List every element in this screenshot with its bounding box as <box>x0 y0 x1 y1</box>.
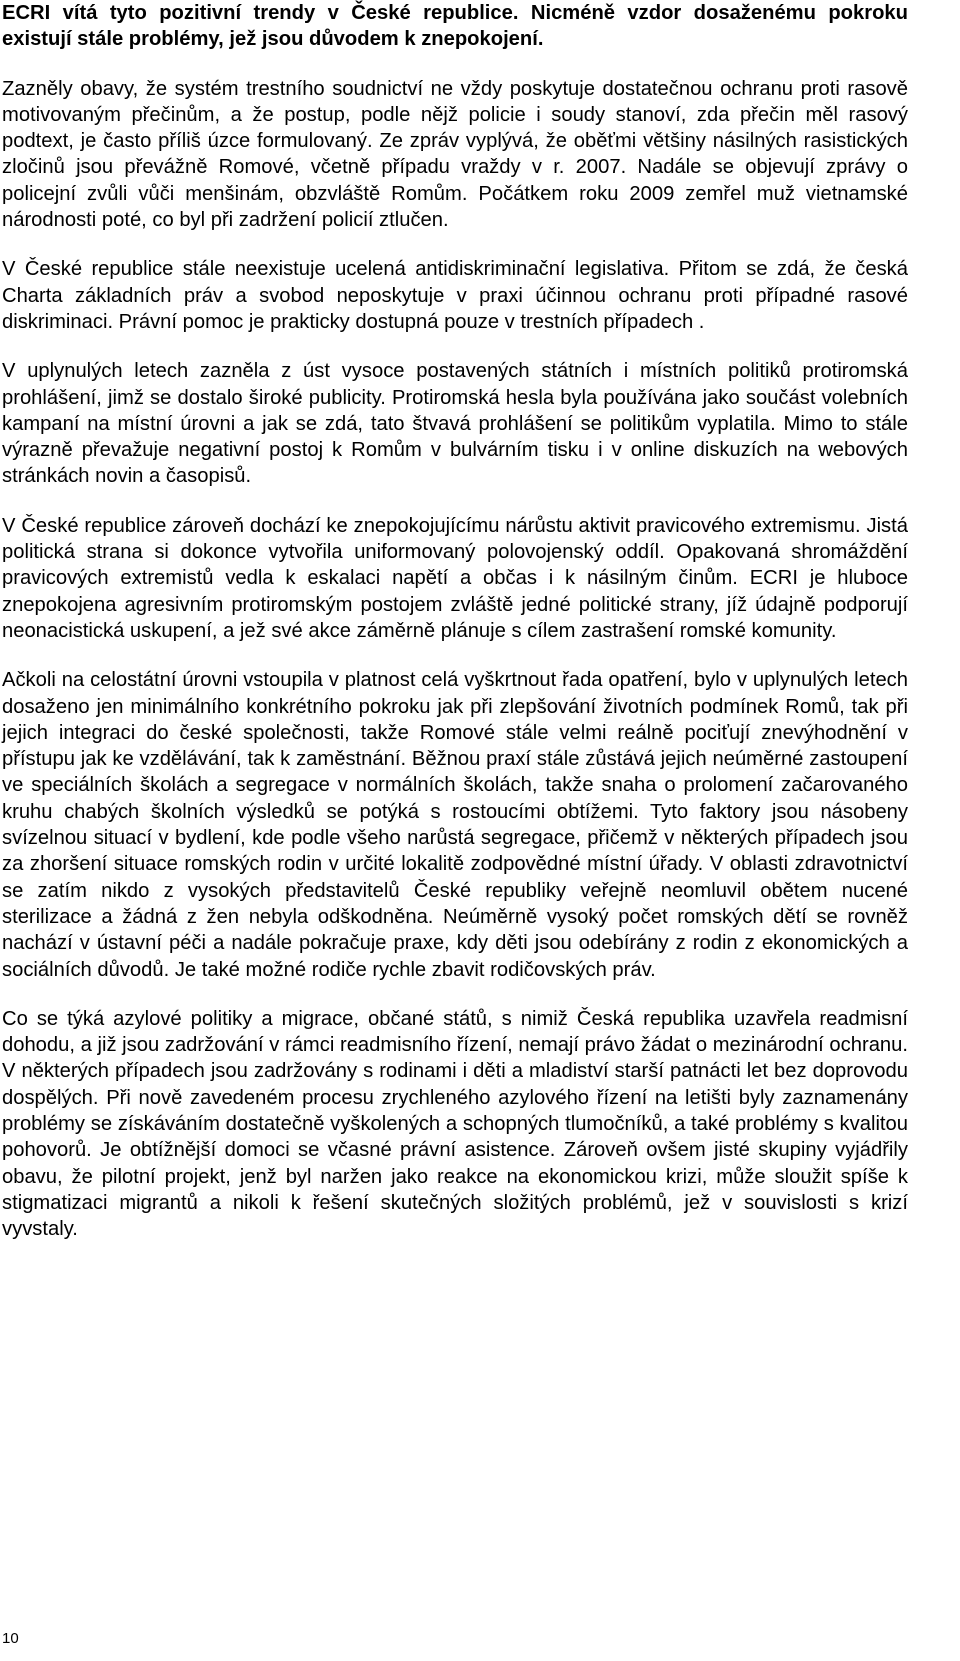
paragraph-criminal-justice: Zazněly obavy, že systém trestního soudnictví ne vždy poskytuje dostatečnou ochranu proti rasově motivovaným přečinům, a že postup, podle nějž policie i soudy stanoví, zda přečin měl rasový podtext, je často příliš úzce formulovaný. Ze zpráv vyplývá, že oběťmi většiny násilných rasistických zločinů jsou převážně Romové, včetně případu vraždy v r. 2007. Nadále se objevují zprávy o policejní zvůli vůči menšinám, obzvláště Romům. Počátkem roku 2009 zemřel muž vietnamské národnosti poté, co byl při zadržení policií ztlučen. <box>2 77 908 232</box>
paragraph-extremism: V České republice zároveň dochází ke znepokojujícímu nárůstu aktivit pravicového extremismu. Jistá politická strana si dokonce vytvořila uniformovaný polovojenský oddíl. Opakovaná shromáždění pravicových extremistů vedla k eskalaci napětí a občas i k násilným činům. ECRI je hluboce znepokojena agresivním protiromským postojem zvláště jedné politické strany, jíž údajně podporují neonacistická uskupení, a jež své akce záměrně plánuje s cílem zastrašení romské komunity. <box>2 514 908 642</box>
paragraph-political-discourse: V uplynulých letech zazněla z úst vysoce postavených státních i místních politiků protiromská prohlášení, jimž se dostalo široké publicity. Protiromská hesla byla používána jako součást volebních kampaní na místní úrovni a jak se zdá, tato štvavá prohlášení se politikům vyplatila. Mimo to stále výrazně převažuje negativní postoj k Romům v bulvárním tisku i v online diskuzích na webových stránkách novin a časopisů. <box>2 360 908 488</box>
paragraph-legislation: V České republice stále neexistuje ucelená antidiskriminační legislativa. Přitom se zdá, že česká Charta základních práv a svobod neposkytuje v praxi účinnou ochranu proti případné rasové diskriminaci. Právní pomoc je prakticky dostupná pouze v trestních případech . <box>2 258 908 333</box>
paragraph-asylum-migration: Co se týká azylové politiky a migrace, občané států, s nimiž Česká republika uzavřela readmisní dohodu, a již jsou zadržování v rámci readmisního řízení, nemají právo žádat o mezinárodní ochranu. V některých případech jsou zadržovány s rodinami i děti a mladiství starší patnácti let bez doprovodu dospělých. Při nově zavedeném procesu zrychleného azylového řízení na letišti byly zaznamenány problémy se získáváním dostatečně vyškolených a schopných tlumočníků, a také problémy s kvalitou pohovorů. Je obtížnější domoci se včasné právní asistence. Zároveň ovšem jisté skupiny vyjádřily obavu, že pilotní projekt, jenž byl naržen jako reakce na ekonomickou krizi, může sloužit spíše k stigmatizaci migrantů a nikoli k řešení skutečných složitých problémů, jež v souvislosti s krizí vyvstaly. <box>2 1007 908 1241</box>
document-page <box>2 0 908 1265</box>
page-number: 10 <box>2 1630 19 1647</box>
paragraph-roma-integration: Ačkoli na celostátní úrovni vstoupila v platnost celá vyškrtnout řada opatření, bylo v uplynulých letech dosaženo jen minimálního konkrétního pokroku jak při zlepšování životních podmínek Romů, tak při jejich integraci do české společnosti, takže Romové stále velmi reálně pociťují znevýhodnění v přístupu jak ke vzdělávání, tak k zaměstnání. Běžnou praxí stále zůstává jejich neúměrné zastoupení ve speciálních školách a segregace v normálních školách, takže snaha o prolomení začarovaného kruhu chabých školních výsledků se potýká s rostoucími obtížemi. Tyto faktory jsou násobeny svízelnou situací v bydlení, kde podle všeho narůstá segregace, přičemž v některých případech jsou za zhoršení situace romských rodin v určité lokalitě zodpovědné místní úřady. V oblasti zdravotnictví se zatím nikdo z vysokých představitelů České republiky veřejně neomluvil obětem nucené sterilizace a žádná z žen nebyla odškodněna. Neúměrně vysoký počet romských dětí se rovněž nachází v ústavní péči a nadále pokračuje praxe, kdy děti jsou odebírány z rodin z ekonomických a sociálních důvodů. Je také možné rodiče rychle zbavit rodičovských práv. <box>2 669 908 981</box>
intro-paragraph: ECRI vítá tyto pozitivní trendy v České republice. Nicméně vzdor dosaženému pokroku existují stále problémy, jež jsou důvodem k znepokojení. <box>2 2 908 51</box>
